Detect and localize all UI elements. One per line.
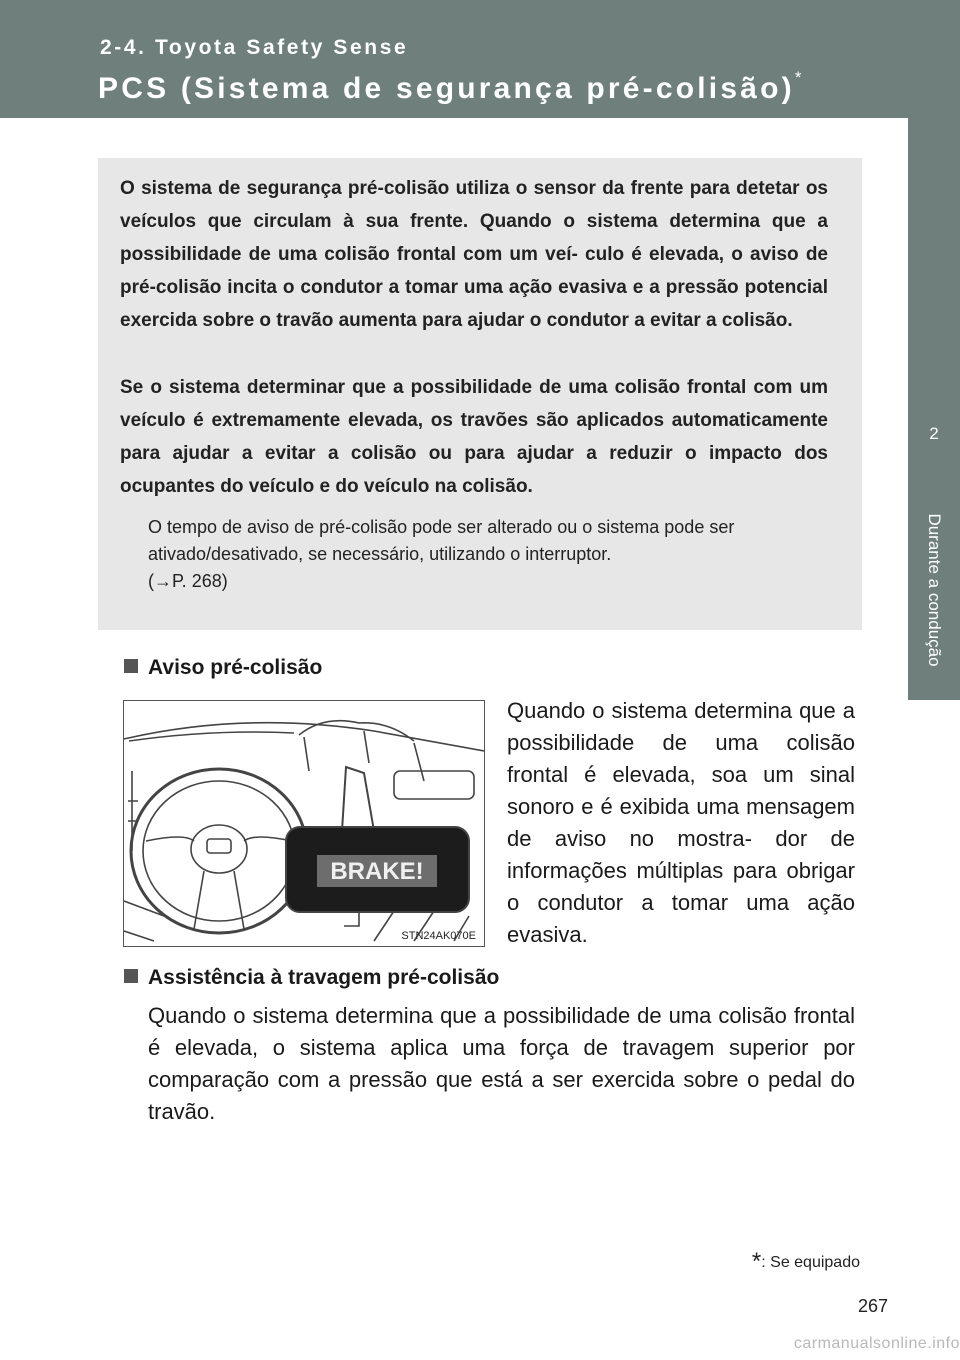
footnote bbox=[752, 1248, 860, 1276]
footnote-text: : Se equipado bbox=[761, 1254, 860, 1271]
dashboard-illustration bbox=[123, 700, 485, 947]
warning-description: Quando o sistema determina que a possibilidade de uma colisão frontal é elevada, soa um sinal sonoro e é exibida uma mensagem de aviso no mostra- dor de informações múltiplas para obrigar o condutor a tomar uma ação evasiva. bbox=[507, 698, 855, 947]
intro-note bbox=[148, 514, 828, 595]
intro-paragraph-1: O sistema de segurança pré-colisão utiliza o sensor da frente para detetar os veículos que circulam à sua frente. Quando o sistema determina que a possibilidade de uma colisão frontal com um veí- culo é elevada, o aviso de pré-colisão incita o condutor a tomar uma ação evasiva e a pressão potencial exercida sobre o travão aumenta para ajudar o condutor a evitar a colisão. bbox=[120, 178, 828, 331]
asterisk-icon: * bbox=[751, 1248, 762, 1275]
side-tab-strip bbox=[908, 118, 960, 385]
square-bullet-icon bbox=[124, 969, 138, 983]
assist-heading bbox=[124, 966, 499, 990]
warning-heading-text: Aviso pré-colisão bbox=[148, 656, 323, 679]
warning-heading bbox=[124, 656, 322, 680]
ref-open-paren: ( bbox=[148, 571, 154, 591]
ref-close-paren: ) bbox=[221, 571, 228, 591]
brake-warning-text: BRAKE! bbox=[330, 858, 424, 885]
arrow-right-icon: → bbox=[154, 571, 172, 591]
square-bullet-icon bbox=[124, 659, 138, 673]
intro-paragraph-2: Se o sistema determinar que a possibilidade de uma colisão frontal com um veículo é extremamente elevada, os travões são aplicados automaticamente para ajudar a evitar a colisão ou para ajudar a reduzir o impacto dos ocupantes do veículo e do veículo na colisão. bbox=[120, 377, 828, 497]
assist-description: Quando o sistema determina que a possibilidade de uma colisão frontal é elevada, o sistema aplica uma força de travagem superior por comparação com a pressão que está a ser exercida sobre o pedal do travão. bbox=[148, 1003, 855, 1124]
watermark: carmanualsonline.info bbox=[793, 1335, 960, 1352]
page-reference[interactable]: P. 268 bbox=[172, 571, 222, 591]
section-label: 2-4. Toyota Safety Sense bbox=[100, 36, 409, 59]
intro-note-text: O tempo de aviso de pré-colisão pode ser alterado ou o sistema pode ser ativado/desativado, se necessário, utilizando o interruptor. bbox=[148, 517, 735, 564]
page-title bbox=[98, 68, 802, 106]
equipped-marker: * bbox=[794, 68, 802, 87]
page-title-text: PCS (Sistema de segurança pré-colisão) bbox=[98, 72, 795, 105]
page-number: 267 bbox=[857, 1296, 888, 1316]
chapter-title: Durante a condução bbox=[925, 513, 944, 667]
page-header bbox=[0, 0, 960, 118]
chapter-number: 2 bbox=[908, 385, 960, 485]
figure-code: STN24AK070E bbox=[401, 930, 476, 942]
assist-heading-text: Assistência à travagem pré-colisão bbox=[148, 966, 500, 989]
dashboard-drawing bbox=[124, 701, 484, 946]
